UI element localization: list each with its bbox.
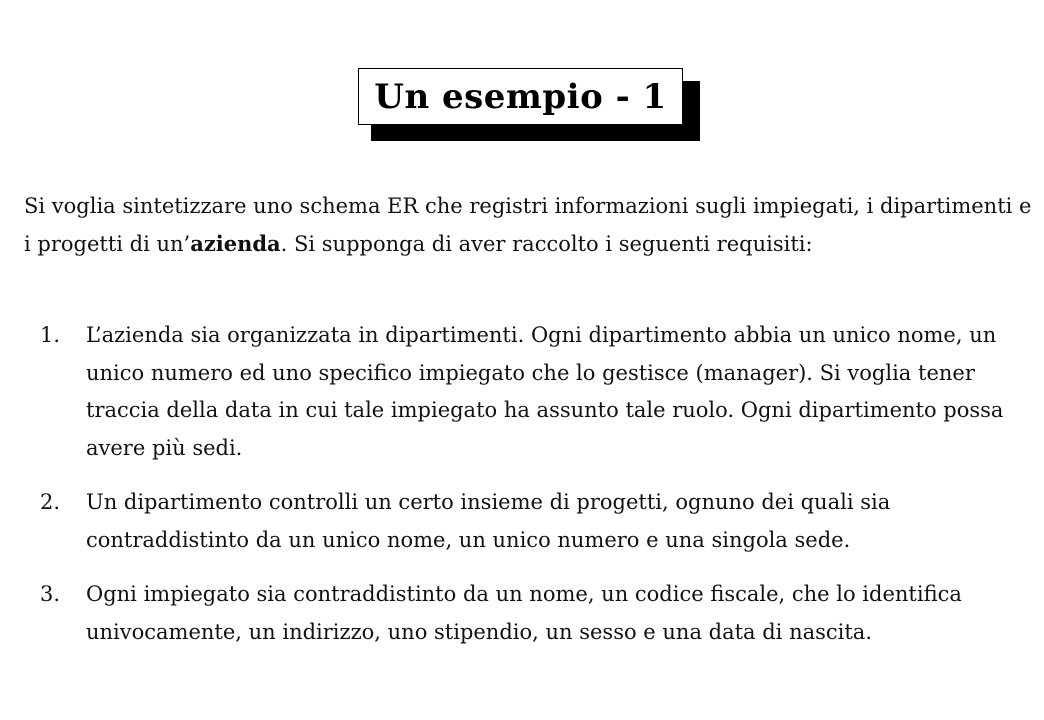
title-frame <box>358 68 683 125</box>
slide-title-box <box>358 68 702 143</box>
intro-text-start: Si voglia sintetizzare uno schema ER che registri informazioni sugli impiegati, i dipartimenti e i progetti di un’ <box>24 194 1032 256</box>
slide-title: Un esempio - 1 <box>374 76 667 117</box>
requirement-item <box>24 576 1038 651</box>
requirement-text: Un dipartimento controlli un certo insieme di progetti, ognuno dei quali sia contraddistinto da un unico nome, un unico numero e una singola sede. <box>86 490 891 552</box>
requirements-list <box>24 317 1038 668</box>
requirement-item <box>24 484 1038 559</box>
intro-emphasis: azienda <box>190 231 281 256</box>
intro-text-end: . Si supponga di aver raccolto i seguenti requisiti: <box>280 232 813 256</box>
requirement-number: 2. <box>40 490 61 514</box>
intro-paragraph <box>24 188 1036 263</box>
requirement-text: L’azienda sia organizzata in dipartimenti. Ogni dipartimento abbia un unico nome, un unico numero ed uno specifico impiegato che lo gestisce (manager). Si voglia tener traccia della data in cui tale impiegato ha assunto tale ruolo. Ogni dipartimento possa avere più sedi. <box>86 323 1004 460</box>
requirement-number: 1. <box>40 323 61 347</box>
requirement-number: 3. <box>40 582 61 606</box>
requirement-text: Ogni impiegato sia contraddistinto da un nome, un codice fiscale, che lo identifica univocamente, un indirizzo, uno stipendio, un sesso e una data di nascita. <box>86 582 962 644</box>
requirement-item <box>24 317 1038 467</box>
